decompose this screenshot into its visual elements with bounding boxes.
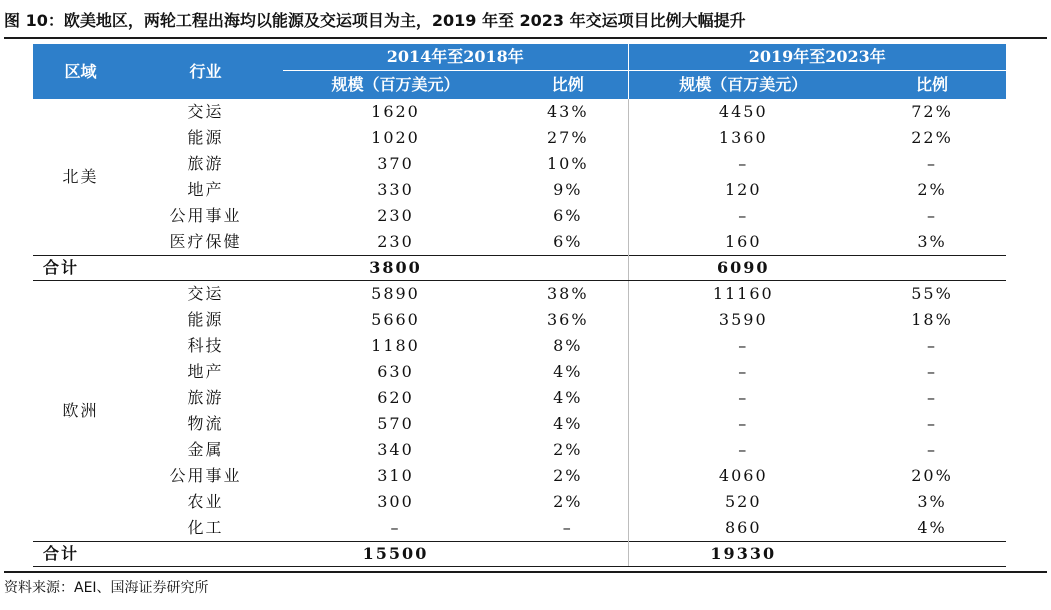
total-empty [858,256,1006,281]
ratio-2019-2023-cell: – [927,362,938,381]
scale-2019-2023-cell: 11160 [628,281,858,308]
scale-2014-2018-cell: 5890 [371,284,420,303]
total-row [33,542,1006,567]
ratio-2014-2018-cell: 38% [546,284,589,303]
header-scale-2: 规模（百万美元） [628,71,858,100]
scale-2019-2023-cell: – [628,359,858,385]
ratio-2014-2018-cell: 43% [546,102,589,121]
scale-2019-2023-cell: 120 [628,177,858,203]
industry-cell: 物流 [187,414,224,433]
ratio-2019-2023-cell: 72% [911,102,953,121]
scale-2014-2018-cell: 230 [377,232,414,251]
ratio-2019-2023-cell: 20% [911,466,953,485]
industry-cell: 交运 [187,102,224,121]
scale-2019-2023-cell: – [628,333,858,359]
ratio-2014-2018-cell: 36% [546,310,589,329]
scale-2014-2018-cell: 570 [377,414,414,433]
table-row [33,489,1006,515]
scale-2014-2018-cell: 1180 [371,336,420,355]
figure-title: 图 10：欧美地区，两轮工程出海均以能源及交运项目为主，2019 年至 2023 年交运项目比例大幅提升 [4,5,1047,39]
ratio-2014-2018-cell: – [562,518,573,537]
total-empty [858,542,1006,567]
ratio-2019-2023-cell: – [927,336,938,355]
table-row [33,437,1006,463]
industry-cell: 旅游 [187,388,224,407]
table-row [33,151,1006,177]
total-empty [508,256,628,281]
table-row [33,125,1006,151]
industry-cell: 能源 [187,128,224,147]
header-region: 区域 [33,44,128,99]
header-row-1 [33,44,1006,71]
header-period-1: 2014年至2018年 [283,44,628,71]
ratio-2014-2018-cell: 27% [546,128,589,147]
header-ratio-1: 比例 [508,71,628,100]
scale-2014-2018-cell: – [390,518,401,537]
ratio-2019-2023-cell: 3% [917,492,947,511]
ratio-2014-2018-cell: 4% [553,362,583,381]
ratio-2019-2023-cell: – [927,388,938,407]
scale-2014-2018-cell: 370 [377,154,414,173]
ratio-2014-2018-cell: 2% [553,440,583,459]
table-row [33,359,1006,385]
ratio-2014-2018-cell: 6% [553,206,583,225]
total-label: 合计 [33,542,283,567]
table-row [33,333,1006,359]
ratio-2014-2018-cell: 6% [553,232,583,251]
scale-2019-2023-cell: – [628,411,858,437]
ratio-2014-2018-cell: 2% [553,466,583,485]
scale-2019-2023-cell: 4450 [628,99,858,125]
industry-cell: 化工 [187,518,224,537]
ratio-2019-2023-cell: 55% [911,284,953,303]
table-row [33,99,1006,125]
table-body [33,99,1006,567]
scale-2014-2018-cell: 300 [377,492,414,511]
industry-cell: 农业 [187,492,224,511]
total-label: 合计 [33,256,283,281]
table-row [33,411,1006,437]
header-period-2: 2019年至2023年 [628,44,1006,71]
scale-2014-2018-cell: 1620 [371,102,420,121]
industry-cell: 医疗保健 [169,232,242,251]
ratio-2019-2023-cell: – [927,154,938,173]
ratio-2019-2023-cell: 3% [917,232,947,251]
scale-2014-2018-cell: 630 [377,362,414,381]
scale-2014-2018-cell: 1020 [371,128,420,147]
industry-cell: 公用事业 [169,466,242,485]
ratio-2019-2023-cell: – [927,206,938,225]
total-2014-2018: 3800 [283,256,508,281]
scale-2019-2023-cell: 4060 [628,463,858,489]
total-2014-2018: 15500 [283,542,508,567]
industry-cell: 能源 [187,310,224,329]
scale-2014-2018-cell: 5660 [371,310,420,329]
scale-2019-2023-cell: – [628,151,858,177]
header-ratio-2: 比例 [858,71,1006,100]
table-row [33,515,1006,542]
ratio-2019-2023-cell: – [927,414,938,433]
region-cell: 欧洲 [62,401,99,420]
total-2019-2023: 6090 [628,256,858,281]
scale-2014-2018-cell: 230 [377,206,414,225]
scale-2019-2023-cell: – [628,203,858,229]
table-row [33,229,1006,256]
scale-2019-2023-cell: – [628,385,858,411]
total-2019-2023: 19330 [628,542,858,567]
region-cell: 北美 [62,167,99,186]
industry-cell: 地产 [187,362,224,381]
scale-2019-2023-cell: – [628,437,858,463]
table-row [33,177,1006,203]
industry-cell: 地产 [187,180,224,199]
ratio-2014-2018-cell: 4% [553,388,583,407]
ratio-2014-2018-cell: 9% [553,180,583,199]
header-industry: 行业 [128,44,283,99]
industry-cell: 交运 [187,284,224,303]
data-table [33,44,1006,567]
table-row [33,281,1006,308]
scale-2014-2018-cell: 620 [377,388,414,407]
scale-2019-2023-cell: 520 [628,489,858,515]
source-note: 资料来源：AEI、国海证券研究所 [4,571,1047,603]
scale-2019-2023-cell: 160 [628,229,858,256]
ratio-2019-2023-cell: 2% [917,180,947,199]
table-row [33,203,1006,229]
scale-2014-2018-cell: 330 [377,180,414,199]
scale-2019-2023-cell: 3590 [628,307,858,333]
ratio-2014-2018-cell: 10% [546,154,589,173]
total-empty [508,542,628,567]
table-row [33,307,1006,333]
scale-2014-2018-cell: 340 [377,440,414,459]
industry-cell: 旅游 [187,154,224,173]
header-scale-1: 规模（百万美元） [283,71,508,100]
total-row [33,256,1006,281]
scale-2019-2023-cell: 860 [628,515,858,542]
ratio-2014-2018-cell: 4% [553,414,583,433]
table-row [33,385,1006,411]
industry-cell: 金属 [187,440,224,459]
scale-2014-2018-cell: 310 [377,466,414,485]
scale-2019-2023-cell: 1360 [628,125,858,151]
ratio-2019-2023-cell: 22% [911,128,953,147]
table-row [33,463,1006,489]
ratio-2019-2023-cell: – [927,440,938,459]
ratio-2019-2023-cell: 18% [911,310,953,329]
ratio-2014-2018-cell: 8% [553,336,583,355]
industry-cell: 公用事业 [169,206,242,225]
ratio-2019-2023-cell: 4% [917,518,947,537]
industry-cell: 科技 [187,336,224,355]
ratio-2014-2018-cell: 2% [553,492,583,511]
